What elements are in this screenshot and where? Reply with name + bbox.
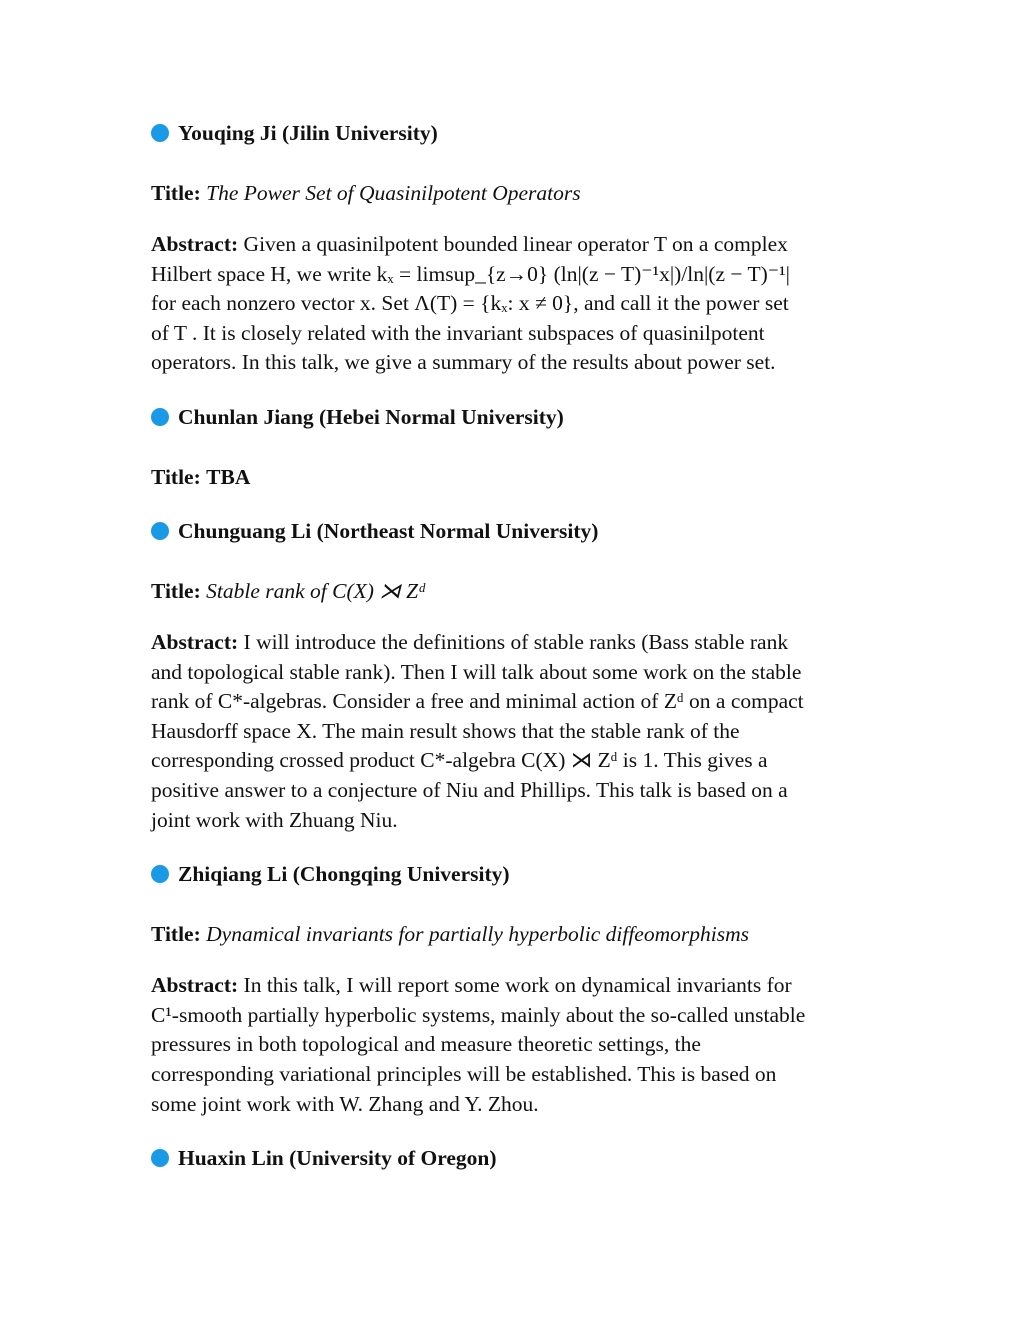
title-label: Title: — [151, 922, 201, 947]
speaker-name: Huaxin Lin (University of Oregon) — [178, 1146, 497, 1171]
abstract-label: Abstract: — [151, 629, 239, 654]
speaker-heading — [151, 516, 881, 546]
abstract-line: some joint work with W. Zhang and Y. Zhou. — [151, 1091, 539, 1116]
speaker-name: Chunlan Jiang (Hebei Normal University) — [178, 404, 564, 429]
talk-abstract — [151, 628, 881, 835]
abstract-line: of T . It is closely related with the invariant subspaces of quasinilpotent — [151, 320, 765, 345]
talk-abstract — [151, 230, 881, 378]
talk-title — [151, 462, 881, 492]
abstract-line: positive answer to a conjecture of Niu and Phillips. This talk is based on a — [151, 777, 788, 802]
abstract-label: Abstract: — [151, 973, 239, 998]
bullet-icon — [151, 1149, 169, 1167]
title-label: Title: — [151, 181, 201, 205]
abstract-line: and topological stable rank). Then I will talk about some work on the stable — [151, 659, 802, 684]
abstract-line: Hilbert space H, we write kₓ = limsup_{z→0} (ln|(z − T)⁻¹x|)/ln|(z − T)⁻¹| — [151, 261, 790, 286]
abstract-line: corresponding crossed product C*-algebra C(X) ⋊ Zᵈ is 1. This gives a — [151, 748, 768, 773]
abstract-line: In this talk, I will report some work on dynamical invariants for — [238, 973, 792, 998]
speaker-name: Chunguang Li (Northeast Normal University) — [178, 518, 599, 543]
talk-title — [151, 178, 881, 208]
bullet-icon — [151, 865, 169, 883]
title-text: TBA — [206, 464, 251, 489]
document-page — [151, 118, 881, 1203]
talk-title — [151, 919, 881, 949]
speaker-heading — [151, 402, 881, 432]
speaker-name: Youqing Ji (Jilin University) — [178, 121, 438, 145]
abstract-line: corresponding variational principles will be established. This is based on — [151, 1061, 777, 1086]
abstract-line: for each nonzero vector x. Set Λ(T) = {kₓ: x ≠ 0}, and call it the power set — [151, 291, 789, 316]
title-text: Dynamical invariants for partially hyperbolic diffeomorphisms — [206, 922, 749, 947]
title-text: The Power Set of Quasinilpotent Operators — [206, 181, 581, 205]
speaker-heading — [151, 1143, 881, 1173]
abstract-line: rank of C*-algebras. Consider a free and minimal action of Zᵈ on a compact — [151, 689, 804, 714]
title-text: Stable rank of C(X) ⋊ Zᵈ — [206, 578, 425, 603]
abstract-line: operators. In this talk, we give a summary of the results about power set. — [151, 350, 776, 375]
bullet-icon — [151, 408, 169, 426]
abstract-line: C¹-smooth partially hyperbolic systems, mainly about the so-called unstable — [151, 1002, 806, 1027]
talk-abstract — [151, 971, 881, 1119]
abstract-line: Hausdorff space X. The main result shows that the stable rank of the — [151, 718, 740, 743]
abstract-line: joint work with Zhuang Niu. — [151, 807, 398, 832]
abstract-line: Given a quasinilpotent bounded linear operator T on a complex — [238, 232, 788, 256]
abstract-line: pressures in both topological and measure theoretic settings, the — [151, 1032, 701, 1057]
abstract-line: I will introduce the definitions of stable ranks (Bass stable rank — [238, 629, 789, 654]
abstract-label: Abstract: — [151, 232, 239, 256]
speaker-heading — [151, 859, 881, 889]
bullet-icon — [151, 124, 169, 142]
talk-title — [151, 576, 881, 606]
title-label: Title: — [151, 464, 201, 489]
speaker-heading — [151, 118, 881, 148]
title-label: Title: — [151, 578, 201, 603]
speaker-name: Zhiqiang Li (Chongqing University) — [178, 862, 510, 887]
bullet-icon — [151, 522, 169, 540]
